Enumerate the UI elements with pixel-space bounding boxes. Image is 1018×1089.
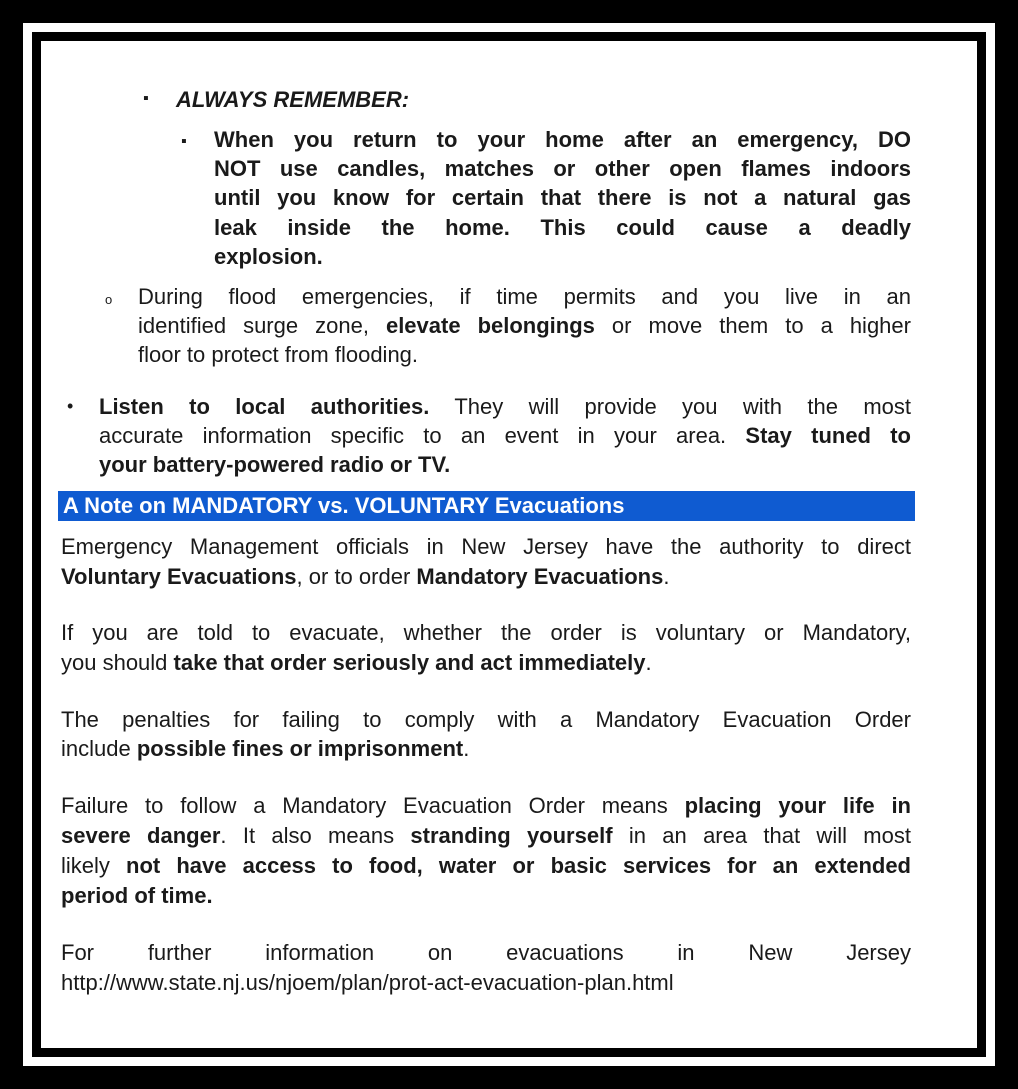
text-line: Listen to local authorities. They will provide you with the most: [99, 394, 911, 419]
text-line: your battery-powered radio or TV.: [99, 452, 451, 477]
text-line: During flood emergencies, if time permits and you live in an: [138, 284, 911, 309]
text-line: Emergency Management officials in New Jersey have the authority to direct: [61, 534, 911, 559]
text-line: explosion.: [214, 244, 323, 269]
text-line: Voluntary Evacuations, or to order Mandatory Evacuations.: [61, 564, 670, 589]
square-bullet-icon: ▪: [181, 133, 187, 150]
text-line: accurate information specific to an event in your area. Stay tuned to: [99, 423, 911, 448]
document-page: [41, 41, 977, 1048]
section-title: A Note on MANDATORY vs. VOLUNTARY Evacuations: [63, 493, 625, 518]
evacuation-plan-link[interactable]: http://www.state.nj.us/njoem/plan/prot-act-evacuation-plan.html: [61, 970, 674, 995]
text-line: floor to protect from flooding.: [138, 342, 419, 367]
text-line: [61, 968, 674, 998]
square-bullet-icon: ▪: [143, 90, 149, 107]
circle-bullet-icon: o: [105, 292, 113, 307]
text-line: NOT use candles, matches or other open flames indoors: [214, 156, 911, 181]
text-line: If you are told to evacuate, whether the order is voluntary or Mandatory,: [61, 620, 911, 645]
text-line: For further information on evacuations in New Jersey: [61, 940, 911, 965]
text-line: you should take that order seriously and act immediately.: [61, 650, 652, 675]
always-remember-heading: ALWAYS REMEMBER:: [176, 87, 410, 112]
section-header-banner: [58, 491, 915, 521]
text-line: Failure to follow a Mandatory Evacuation Order means placing your life in: [61, 793, 911, 818]
text-line: severe danger. It also means stranding yourself in an area that will most: [61, 823, 911, 848]
text-line: leak inside the home. This could cause a deadly: [214, 215, 911, 240]
text-line: identified surge zone, elevate belongings or move them to a higher: [138, 313, 911, 338]
text-line: likely not have access to food, water or basic services for an extended: [61, 853, 911, 878]
text-line: until you know for certain that there is not a natural gas: [214, 185, 911, 210]
text-line: When you return to your home after an emergency, DO: [214, 127, 911, 152]
text-line: period of time.: [61, 883, 213, 908]
text-line: The penalties for failing to comply with a Mandatory Evacuation Order: [61, 707, 911, 732]
text-line: include possible fines or imprisonment.: [61, 736, 470, 761]
round-bullet-icon: •: [67, 396, 74, 416]
